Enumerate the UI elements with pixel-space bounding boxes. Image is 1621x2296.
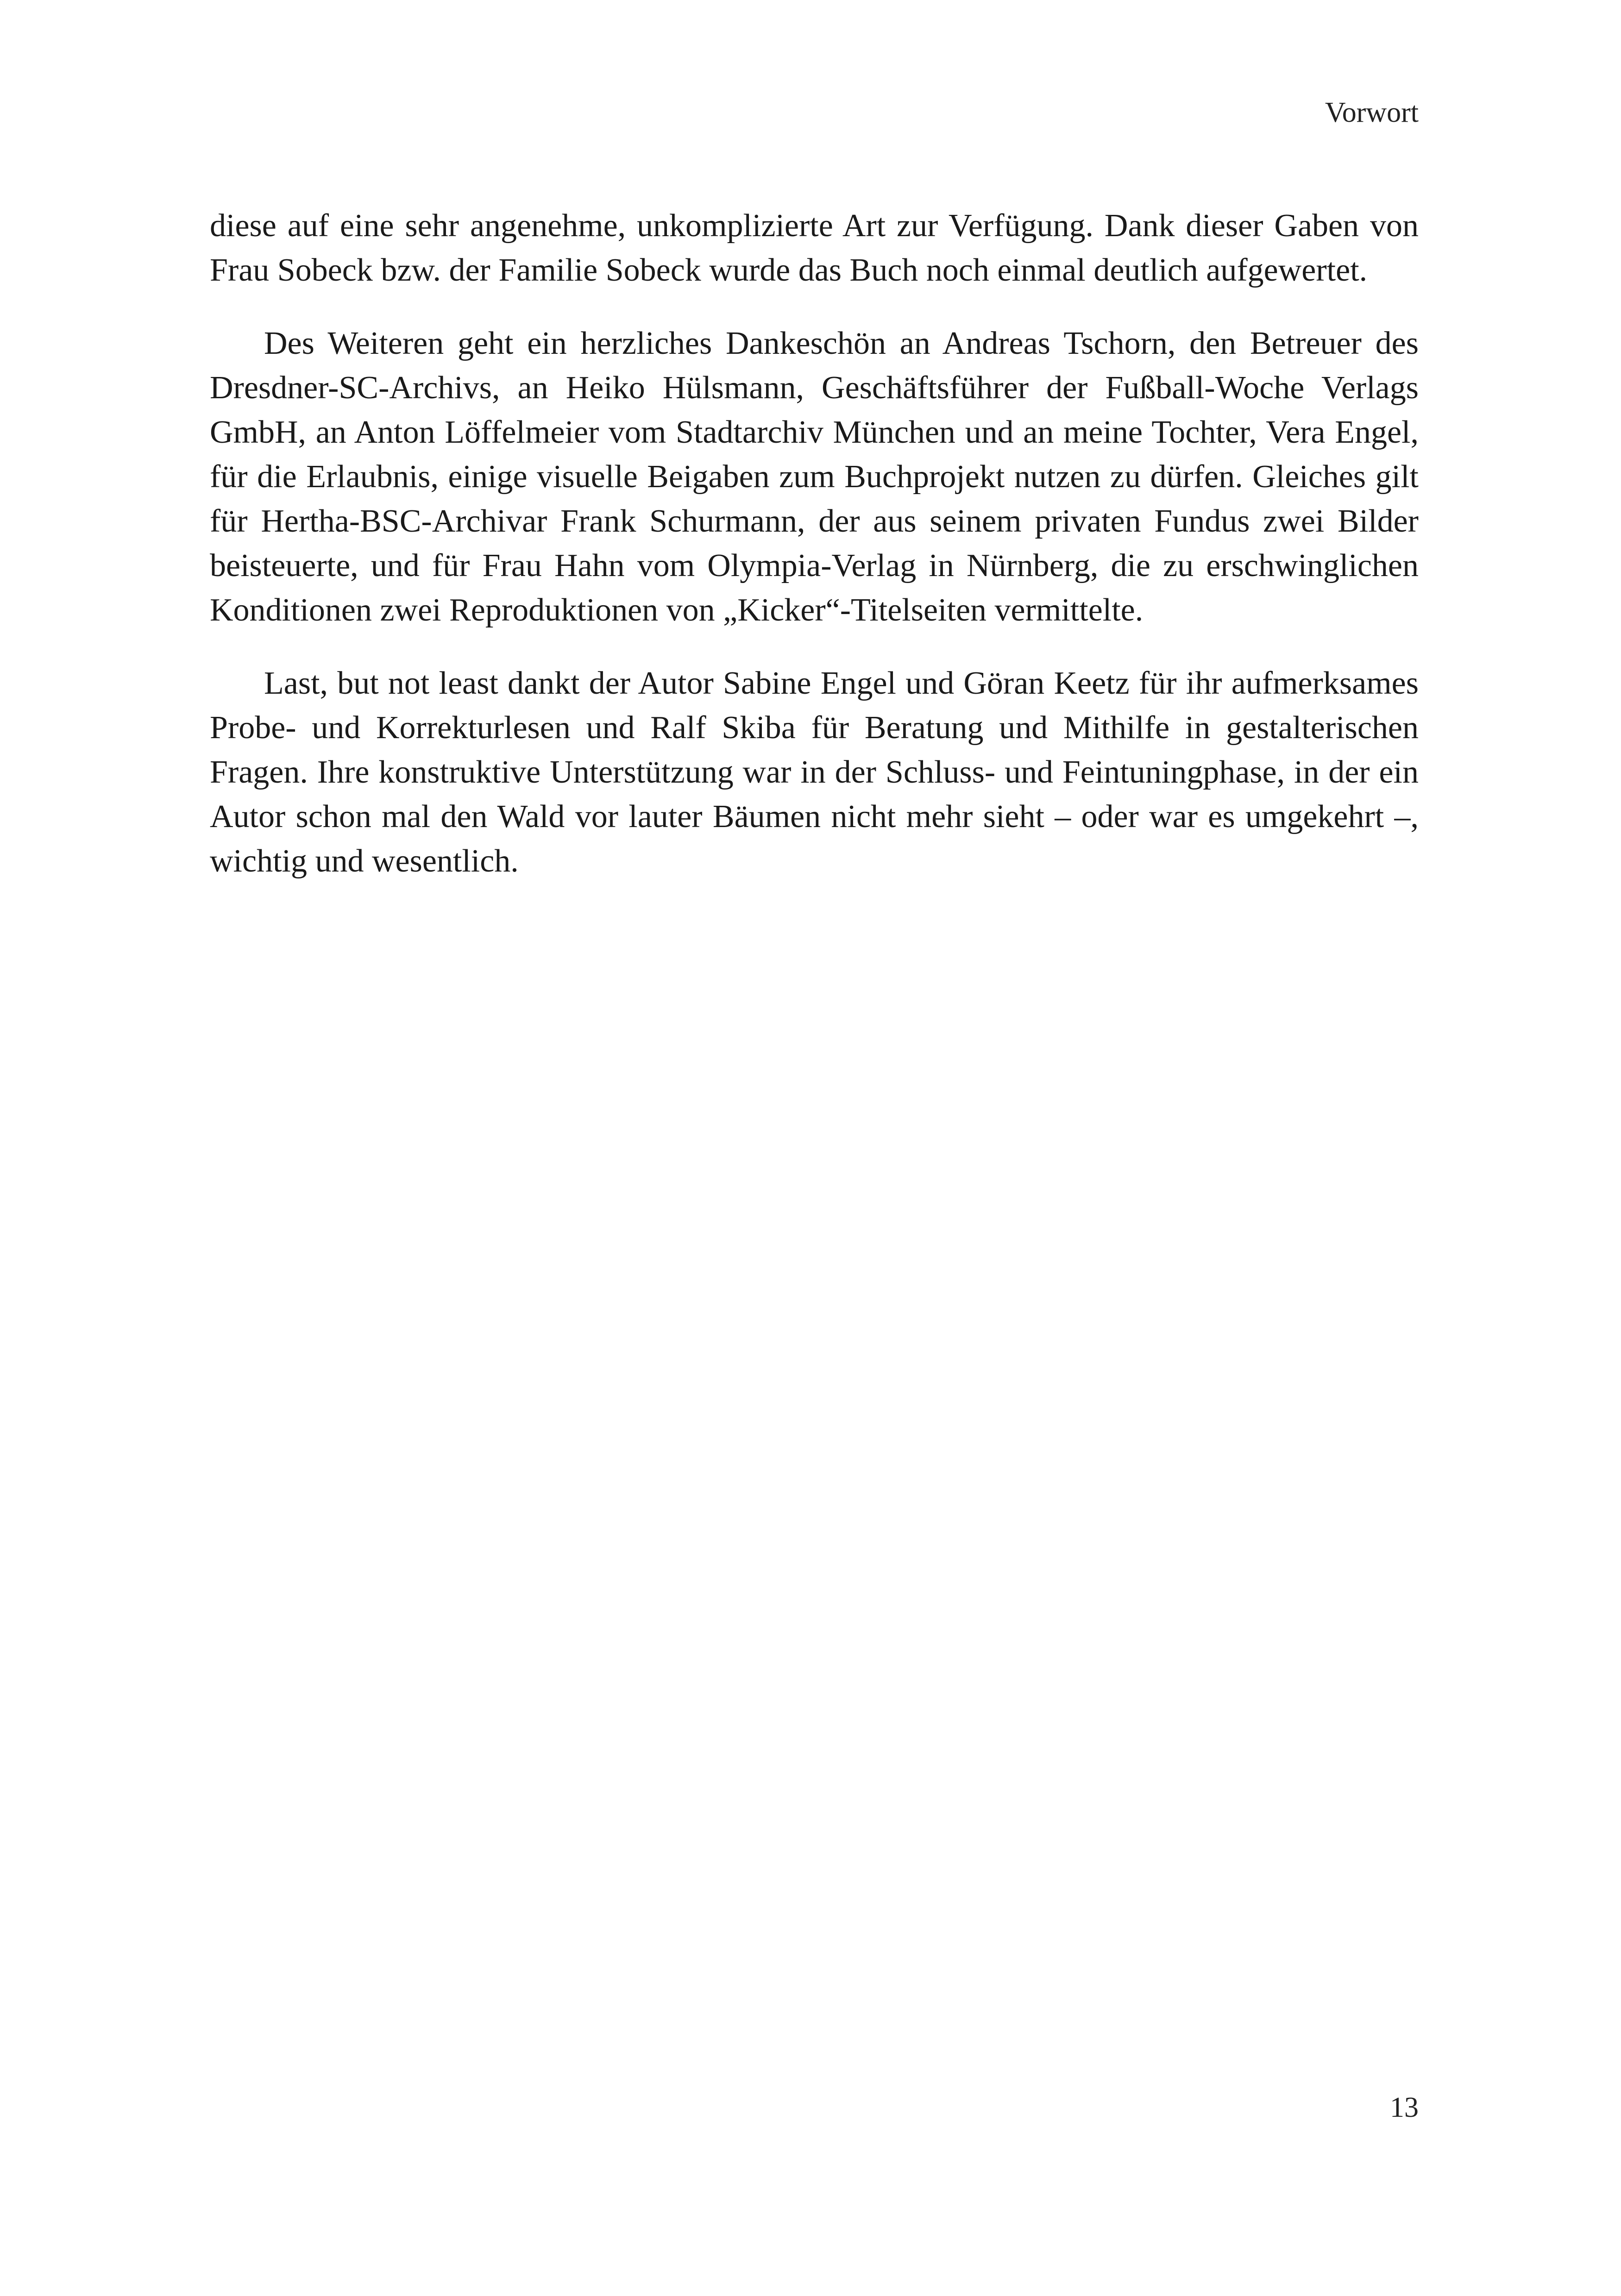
running-header: Vorwort [1325,97,1419,128]
body-text [210,204,1419,912]
paragraph-3: Last, but not least dankt der Autor Sabine Engel und Göran Keetz für ihr aufmerksames Probe- und Korrekturlesen und Ralf Skiba für Beratung und Mithilfe in gestalterischen Fragen. Ihre konstruktive Unterstützung war in der Schluss- und Feintuningphase, in der ein Autor schon mal den Wald vor lauter Bäumen nicht mehr sieht – oder war es umgekehrt –, wichtig und wesentlich. [210,665,1419,879]
page-number: 13 [1390,2092,1419,2123]
paragraph-1: diese auf eine sehr angenehme, unkomplizierte Art zur Verfügung. Dank dieser Gaben von Frau Sobeck bzw. der Familie Sobeck wurde das Buch noch einmal deutlich aufgewertet. [210,208,1419,288]
paragraph-2: Des Weiteren geht ein herzliches Dankeschön an Andreas Tschorn, den Betreuer des Dresdner-SC-Archivs, an Heiko Hülsmann, Geschäftsführer der Fußball-Woche Verlags GmbH, an Anton Löffelmeier vom Stadtarchiv München und an meine Tochter, Vera Engel, für die Erlaubnis, einige visuelle Beigaben zum Buchprojekt nutzen zu dürfen. Gleiches gilt für Hertha-BSC-Archivar Frank Schurmann, der aus seinem privaten Fundus zwei Bilder beisteuerte, und für Frau Hahn vom Olympia-Verlag in Nürnberg, die zu erschwinglichen Konditionen zwei Reproduktionen von „Kicker“-Titelseiten vermittelte. [210,326,1419,628]
